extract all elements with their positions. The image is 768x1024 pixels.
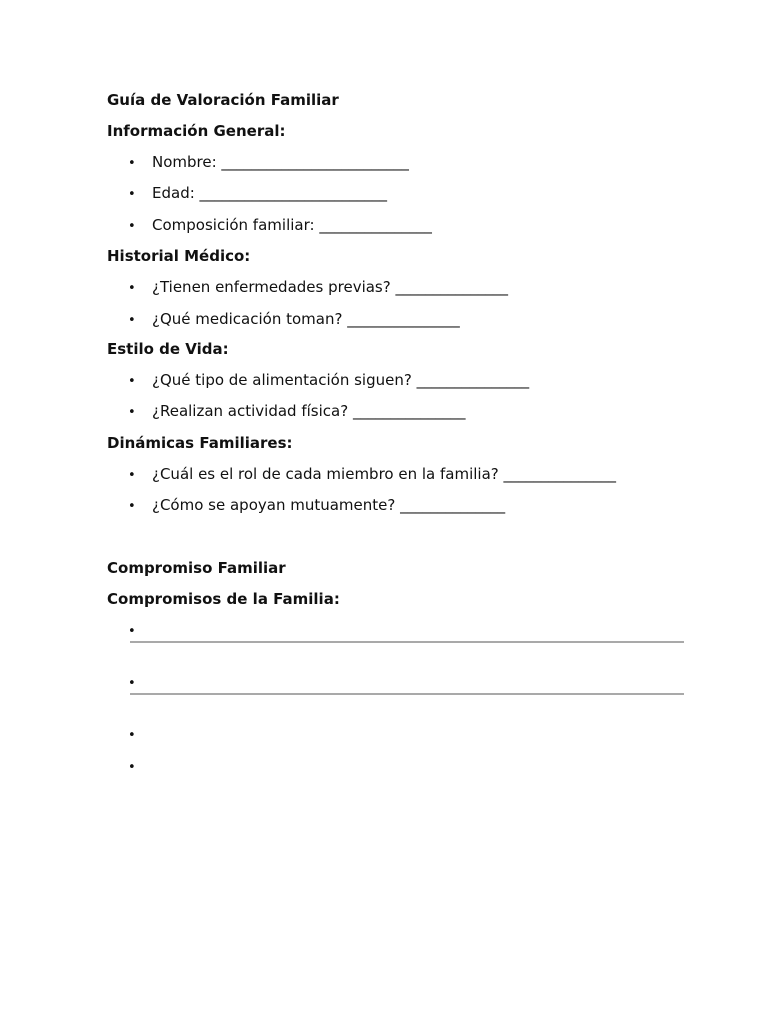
list-item-text: ¿Cuál es el rol de cada miembro en la familia? _______________ [152,465,616,483]
list-item-text: Nombre: _________________________ [152,153,409,171]
section-heading-lifestyle: Estilo de Vida: [107,340,229,358]
bullet-icon: • [128,187,136,202]
list-item-text: ¿Tienen enfermedades previas? _______________ [152,278,508,296]
bullet-icon: • [128,728,136,743]
commitment-bullet [128,757,152,777]
commitment-bullet [128,673,152,693]
list-item [128,153,409,173]
bullet-icon: • [128,281,136,296]
list-item-text: ¿Qué medicación toman? _______________ [152,310,460,328]
bullet-icon: • [128,760,136,775]
bullet-icon: • [128,499,136,514]
list-item-text: Edad: _________________________ [152,184,388,202]
bullet-icon: • [128,374,136,389]
bullet-icon: • [128,468,136,483]
list-item-text: Composición familiar: _______________ [152,216,432,234]
list-item [128,216,432,236]
commitment-blank-line[interactable] [130,693,684,695]
bullet-icon: • [128,156,136,171]
commitment-bullet [128,725,152,745]
commitment-heading: Compromisos de la Familia: [107,590,340,608]
bullet-icon: • [128,219,136,234]
list-item [128,371,529,391]
section-heading-medical: Historial Médico: [107,247,251,265]
list-item [128,465,616,485]
list-item [128,496,505,516]
list-item-text: ¿Qué tipo de alimentación siguen? _______________ [152,371,530,389]
list-item [128,310,460,330]
bullet-icon: • [128,405,136,420]
commitment-bullet [128,621,152,641]
list-item [128,278,508,298]
list-item [128,402,465,422]
list-item-text: ¿Realizan actividad física? _______________ [152,402,466,420]
commitment-title: Compromiso Familiar [107,559,286,577]
bullet-icon: • [128,624,136,639]
document-title: Guía de Valoración Familiar [107,91,339,109]
list-item [128,184,387,204]
section-heading-dynamics: Dinámicas Familiares: [107,434,293,452]
bullet-icon: • [128,676,136,691]
list-item-text: ¿Cómo se apoyan mutuamente? ______________ [152,496,506,514]
section-heading-general: Información General: [107,122,286,140]
bullet-icon: • [128,313,136,328]
commitment-blank-line[interactable] [130,641,684,643]
